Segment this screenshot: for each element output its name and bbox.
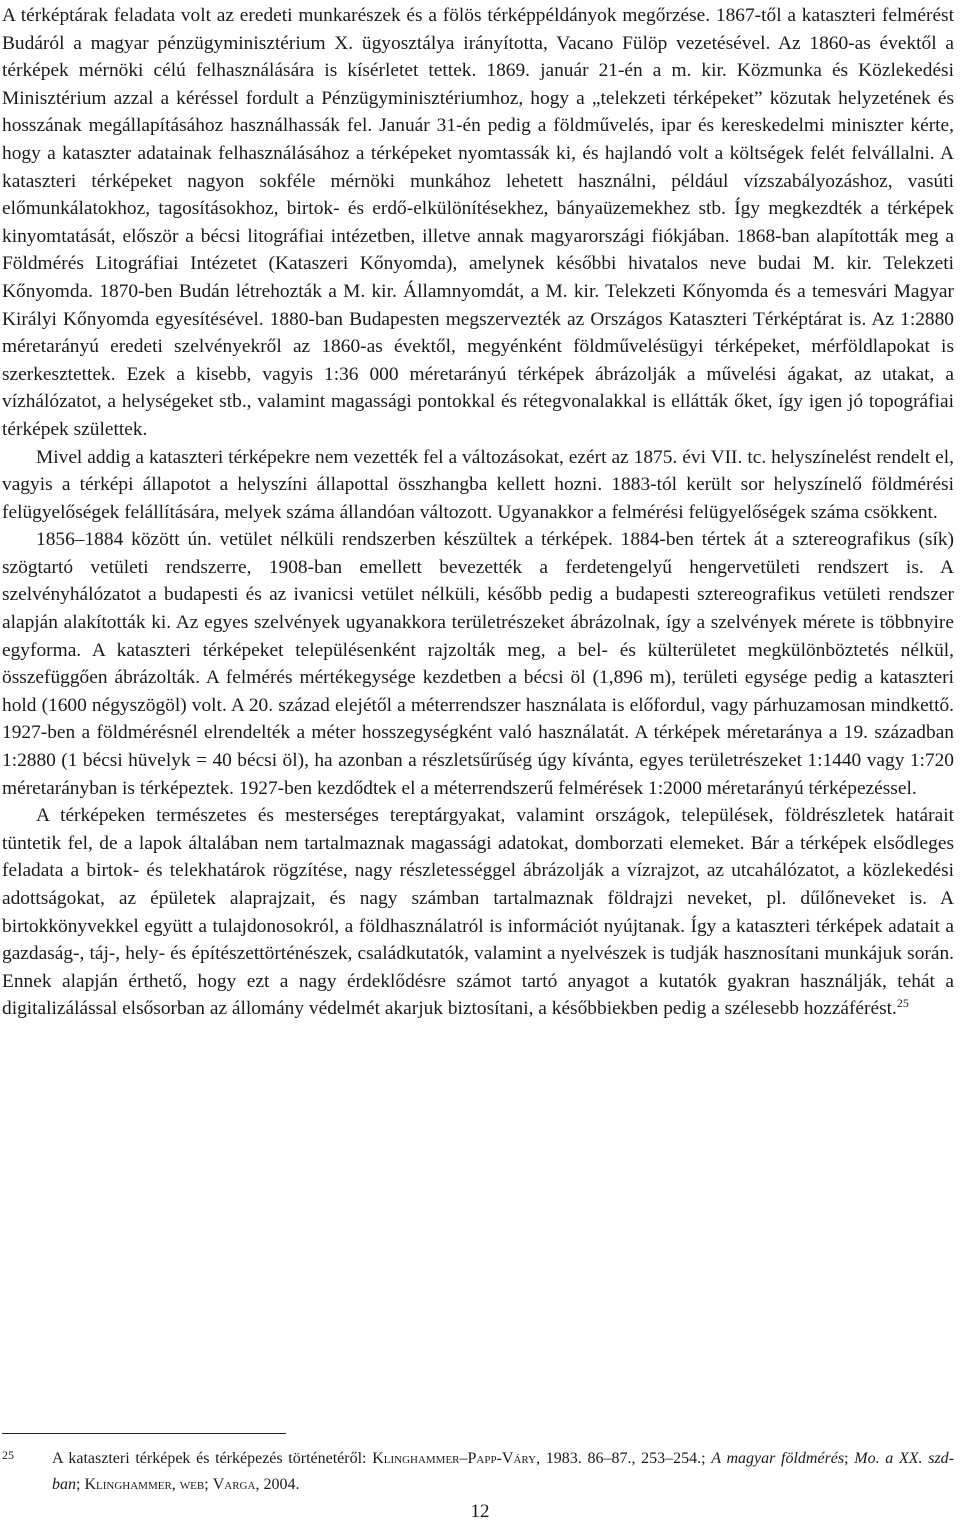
paragraph-3: 1856–1884 között ún. vetület nélküli rendszerben készültek a térképek. 1884-ben tértek át a sztereografikus (sík) szögtartó vetületi rendszerre, 1908-ban emellett bevezették a ferdetengelyű hengervetületi rendszert is. A szelvényhálózatot a budapesti és az ivanicsi vetület nélküli, később pedig a budapesti sztereografikus vetületi rendszer alapján alakították ki. Az egyes szelvények ugyanakkora területrészeket ábrázolnak, így a szelvények mérete is többnyire egyforma. A kataszteri térképeket településenként rajzolták meg, a bel- és külterületet megkülönböztetés nélkül, összefüggően ábrázolták. A felmérés mértékegysége kezdetben a bécsi öl (1,896 m), területi egysége pedig a kataszteri hold (1600 négyszögöl) volt. A 20. század elejétől a méterrendszer használata is előfordul, vagy párhuzamosan mindkettő. 1927-ben a földmérésnél elrendelték a méter hosszegységként való használatát. A térképek méretaránya a 19. században 1:2880 (1 bécsi hüvelyk = 40 bécsi öl), ha azonban a részletsűrűség úgy kívánta, egyes területrészeket 1:1440 vagy 1:720 méretarányban is térképeztek. 1927-ben kezdődtek el a méterrendszerű felmérések 1:2000 méretarányú térképezéssel. [2,529,954,799]
footnote-author: Varga [212,1476,256,1493]
page-number: 12 [470,1501,490,1522]
footnote-part: ; [844,1450,855,1467]
footnote-part: – [459,1450,468,1467]
footnote-part: , 2004. [255,1476,300,1493]
paragraph-2: Mivel addig a kataszteri térképekre nem vezették fel a változásokat, ezért az 1875. évi VII. tc. helyszínelést rendelt el, vagyis a térképi állapotot a helyszíni állapottal összhangba kellett hozni. 1883-tól került sor helyszínelő földmérési felügyelőségek felállítására, melyek száma állandóan változott. Ugyanakkor a felmérési felügyelőségek száma csökkent. [2,446,954,523]
footnote-reference[interactable]: 25 [896,996,909,1011]
footnote-part: , 1983. 86–87., 253–254.; [536,1450,712,1467]
footnote-number: 25 [2,1448,14,1462]
footnote-author: Klinghammer [84,1476,172,1493]
footnote-divider [2,1433,286,1434]
footnote-author: web [179,1476,205,1493]
footnote-text [2,1446,954,1498]
footnote-part: ; [204,1476,213,1493]
footnote-title: A magyar földmérés [711,1450,845,1467]
footnote-part: , [171,1476,180,1493]
footnote-title: Mo. a XX. szd-ban [52,1450,954,1493]
footnote-part: A kataszteri térképek és térképezés történetéről: [52,1450,373,1467]
paragraph-1: A térképtárak feladata volt az eredeti munkarészek és a fölös térképpéldányok megőrzése. 1867-től a kataszteri felmérést Budáról a magyar pénzügyminisztérium X. ügyosztálya irányította, Vacano Fülöp vezetésével. Az 1860-as évektől a térképek mérnöki célú felhasználására is kísérletet tettek. 1869. január 21-én a m. kir. Közmunka és Közlekedési Minisztérium azzal a kéréssel fordult a Pénzügyminisztériumhoz, hogy a „telekzeti térképeket” közutak helyzetének és hosszának megállapításához használhassák fel. Január 31-én pedig a földművelés, ipar és kereskedelmi miniszter kérte, hogy a kataszter adatainak felhasználásához a térképeket nyomtassák ki, és hajlandó volt a költségek felét felvállalni. A kataszteri térképeket nagyon sokféle mérnöki munkához lehetett használni, például vízszabályozáshoz, vasúti előmunkálatokhoz, tagosításokhoz, birtok- és erdő-elkülönítésekhez, bányaüzemekhez stb. Így megkezdték a térképek kinyomtatását, először a bécsi litográfiai intézetben, illetve annak magyarországi fiókjában. 1868-ban alapították meg a Földmérés Litográfiai Intézetet (Kataszeri Kőnyomda), amelynek későbbi hivatalos neve budai M. kir. Telekzeti Kőnyomda. 1870-ben Budán létrehozták a M. kir. Államnyomdát, a M. kir. Telekzeti Kőnyomda és a temesvári Magyar Királyi Kőnyomda egyesítésével. 1880-ban Budapesten megszervezték az Országos Kataszteri Térképtárat is. Az 1:2880 méretarányú eredeti szelvényekről az 1860-as évektől, megyénként földművelésügyi térképeket, mérföldlapokat is szerkesztettek. Ezek a kisebb, vagyis 1:36 000 méretarányú térképek ábrázolják a művelési ágakat, az utakat, a vízhálózatot, a helységeket stb., valamint magassági pontokkal és rétegvonalakkal is ellátták őket, így igen jó topográfiai térképek születtek. [2,5,954,440]
body-text [2,2,954,1023]
footnote [2,1446,954,1498]
footnote-author: Klinghammer [372,1450,460,1467]
footnote-author: Papp-Váry [467,1450,537,1467]
footnote-part: ; [76,1476,85,1493]
paragraph-4-text: A térképeken természetes és mesterséges tereptárgyakat, valamint országok, települések, földrészletek határait tüntetik fel, de a lapok általában nem tartalmaznak magassági adatokat, domborzati elemeket. Bár a térképek elsődleges feladata a birtok- és telekhatárok rögzítése, nagy részletességgel ábrázolják a vízrajzot, az utcahálózatot, a közlekedési adottságokat, az épületek alaprajzait, és nagy számban tartalmaznak földrajzi neveket, pl. dűlőneveket is. A birtokkönyvekkel együtt a tulajdonosokról, a földhasználatról is információt nyújtanak. Így a kataszteri térképek adatait a gazdaság-, táj-, hely- és építészettörténészek, családkutatók, valamint a nyelvészek is tudják hasznosítani munkájuk során. Ennek alapján érthető, hogy ezt a nagy érdeklődésre számot tartó anyagot a kutatók gyakran használják, tehát a digitalizálással elsősorban az állomány védelmét akarjuk biztosítani, a későbbiekben pedig a szélesebb hozzáférést. [2,805,954,1020]
paragraph-4 [2,802,954,1023]
